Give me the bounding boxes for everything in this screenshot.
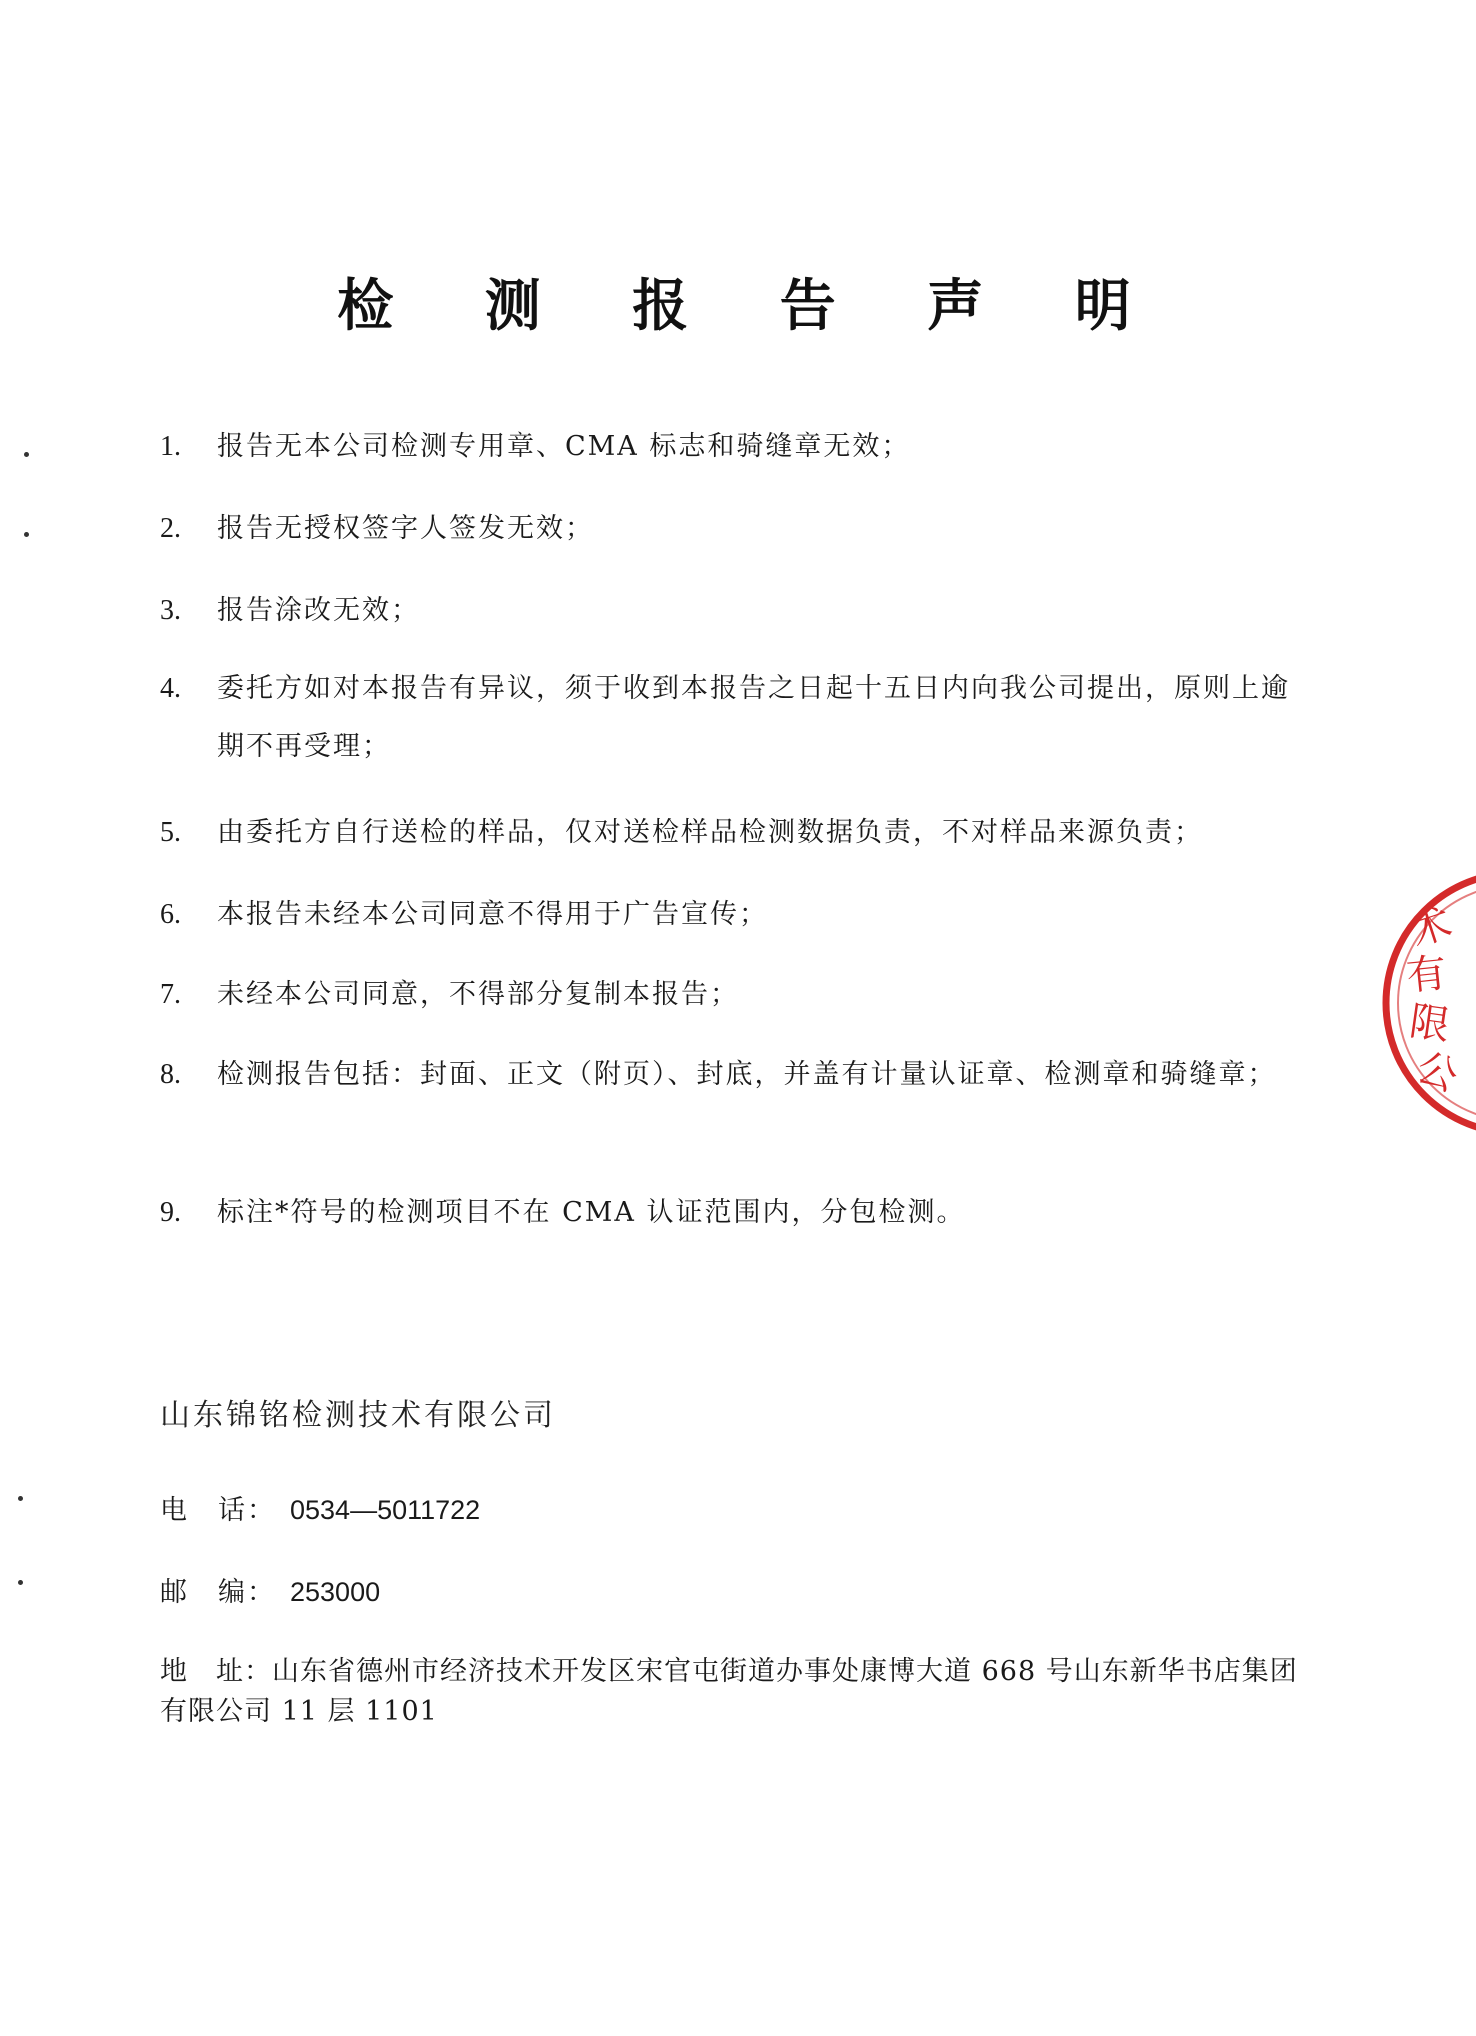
- item-text: 标注*符号的检测项目不在 CMA 认证范围内，分包检测。: [217, 1197, 966, 1228]
- statement-item-1: [160, 418, 1310, 476]
- item-number: 2.: [160, 513, 181, 544]
- svg-text:公: 公: [1410, 1044, 1464, 1102]
- scan-dot: [24, 452, 29, 457]
- item-number: 5.: [160, 817, 181, 848]
- phone-label: 电 话：: [160, 1495, 276, 1526]
- svg-text:限: 限: [1406, 998, 1453, 1050]
- scan-dot: [24, 532, 29, 537]
- item-number: 8.: [160, 1059, 181, 1090]
- item-text: 未经本公司同意，不得部分复制本报告；: [217, 979, 739, 1010]
- item-number: 7.: [160, 979, 181, 1010]
- postcode-label: 邮 编：: [160, 1577, 276, 1608]
- item-text: 由委托方自行送检的样品，仅对送检样品检测数据负责，不对样品来源负责；: [217, 817, 1203, 848]
- item-number: 9.: [160, 1197, 181, 1228]
- statement-item-5: [160, 804, 1310, 862]
- scan-dot: [18, 1580, 23, 1585]
- company-name: 山东锦铭检测技术有限公司: [160, 1398, 556, 1433]
- address-label: 地 址：: [160, 1656, 272, 1687]
- item-number: 4.: [160, 673, 181, 704]
- page-title: 检 测 报 告 声 明: [337, 274, 1167, 339]
- item-text: 检测报告包括：封面、正文（附页）、封底，并盖有计量认证章、检测章和骑缝章；: [217, 1059, 1277, 1090]
- item-text: 报告涂改无效；: [217, 595, 420, 626]
- scan-dot: [18, 1496, 23, 1501]
- statement-item-9: [160, 1184, 1310, 1242]
- statement-item-3: [160, 582, 1310, 640]
- postcode-value: 253000: [290, 1577, 381, 1607]
- item-text: 委托方如对本报告有异议，须于收到本报告之日起十五日内向我公司提出，原则上逾期不再受理；: [217, 673, 1290, 762]
- statement-item-8: [160, 1046, 1310, 1104]
- item-number: 3.: [160, 595, 181, 626]
- item-number: 1.: [160, 431, 181, 462]
- item-text: 本报告未经本公司同意不得用于广告宣传；: [217, 899, 768, 930]
- item-number: 6.: [160, 899, 181, 930]
- phone-row: [160, 1488, 480, 1527]
- statement-item-6: [160, 886, 1310, 944]
- company-seal-icon: [1316, 868, 1476, 1138]
- phone-value: 0534—5011722: [290, 1495, 481, 1525]
- svg-text:术: 术: [1404, 899, 1458, 956]
- address-row: [160, 1652, 1310, 1732]
- address-value: 山东省德州市经济技术开发区宋官屯街道办事处康博大道 668 号山东新华书店集团有限公司 11 层 1101: [160, 1656, 1298, 1727]
- postcode-row: [160, 1570, 380, 1609]
- item-text: 报告无本公司检测专用章、CMA 标志和骑缝章无效；: [217, 431, 911, 462]
- statement-item-2: [160, 500, 1310, 558]
- statement-item-7: [160, 966, 1310, 1024]
- svg-text:有: 有: [1404, 950, 1449, 1000]
- statement-item-4: [160, 660, 1310, 776]
- item-text: 报告无授权签字人签发无效；: [217, 513, 594, 544]
